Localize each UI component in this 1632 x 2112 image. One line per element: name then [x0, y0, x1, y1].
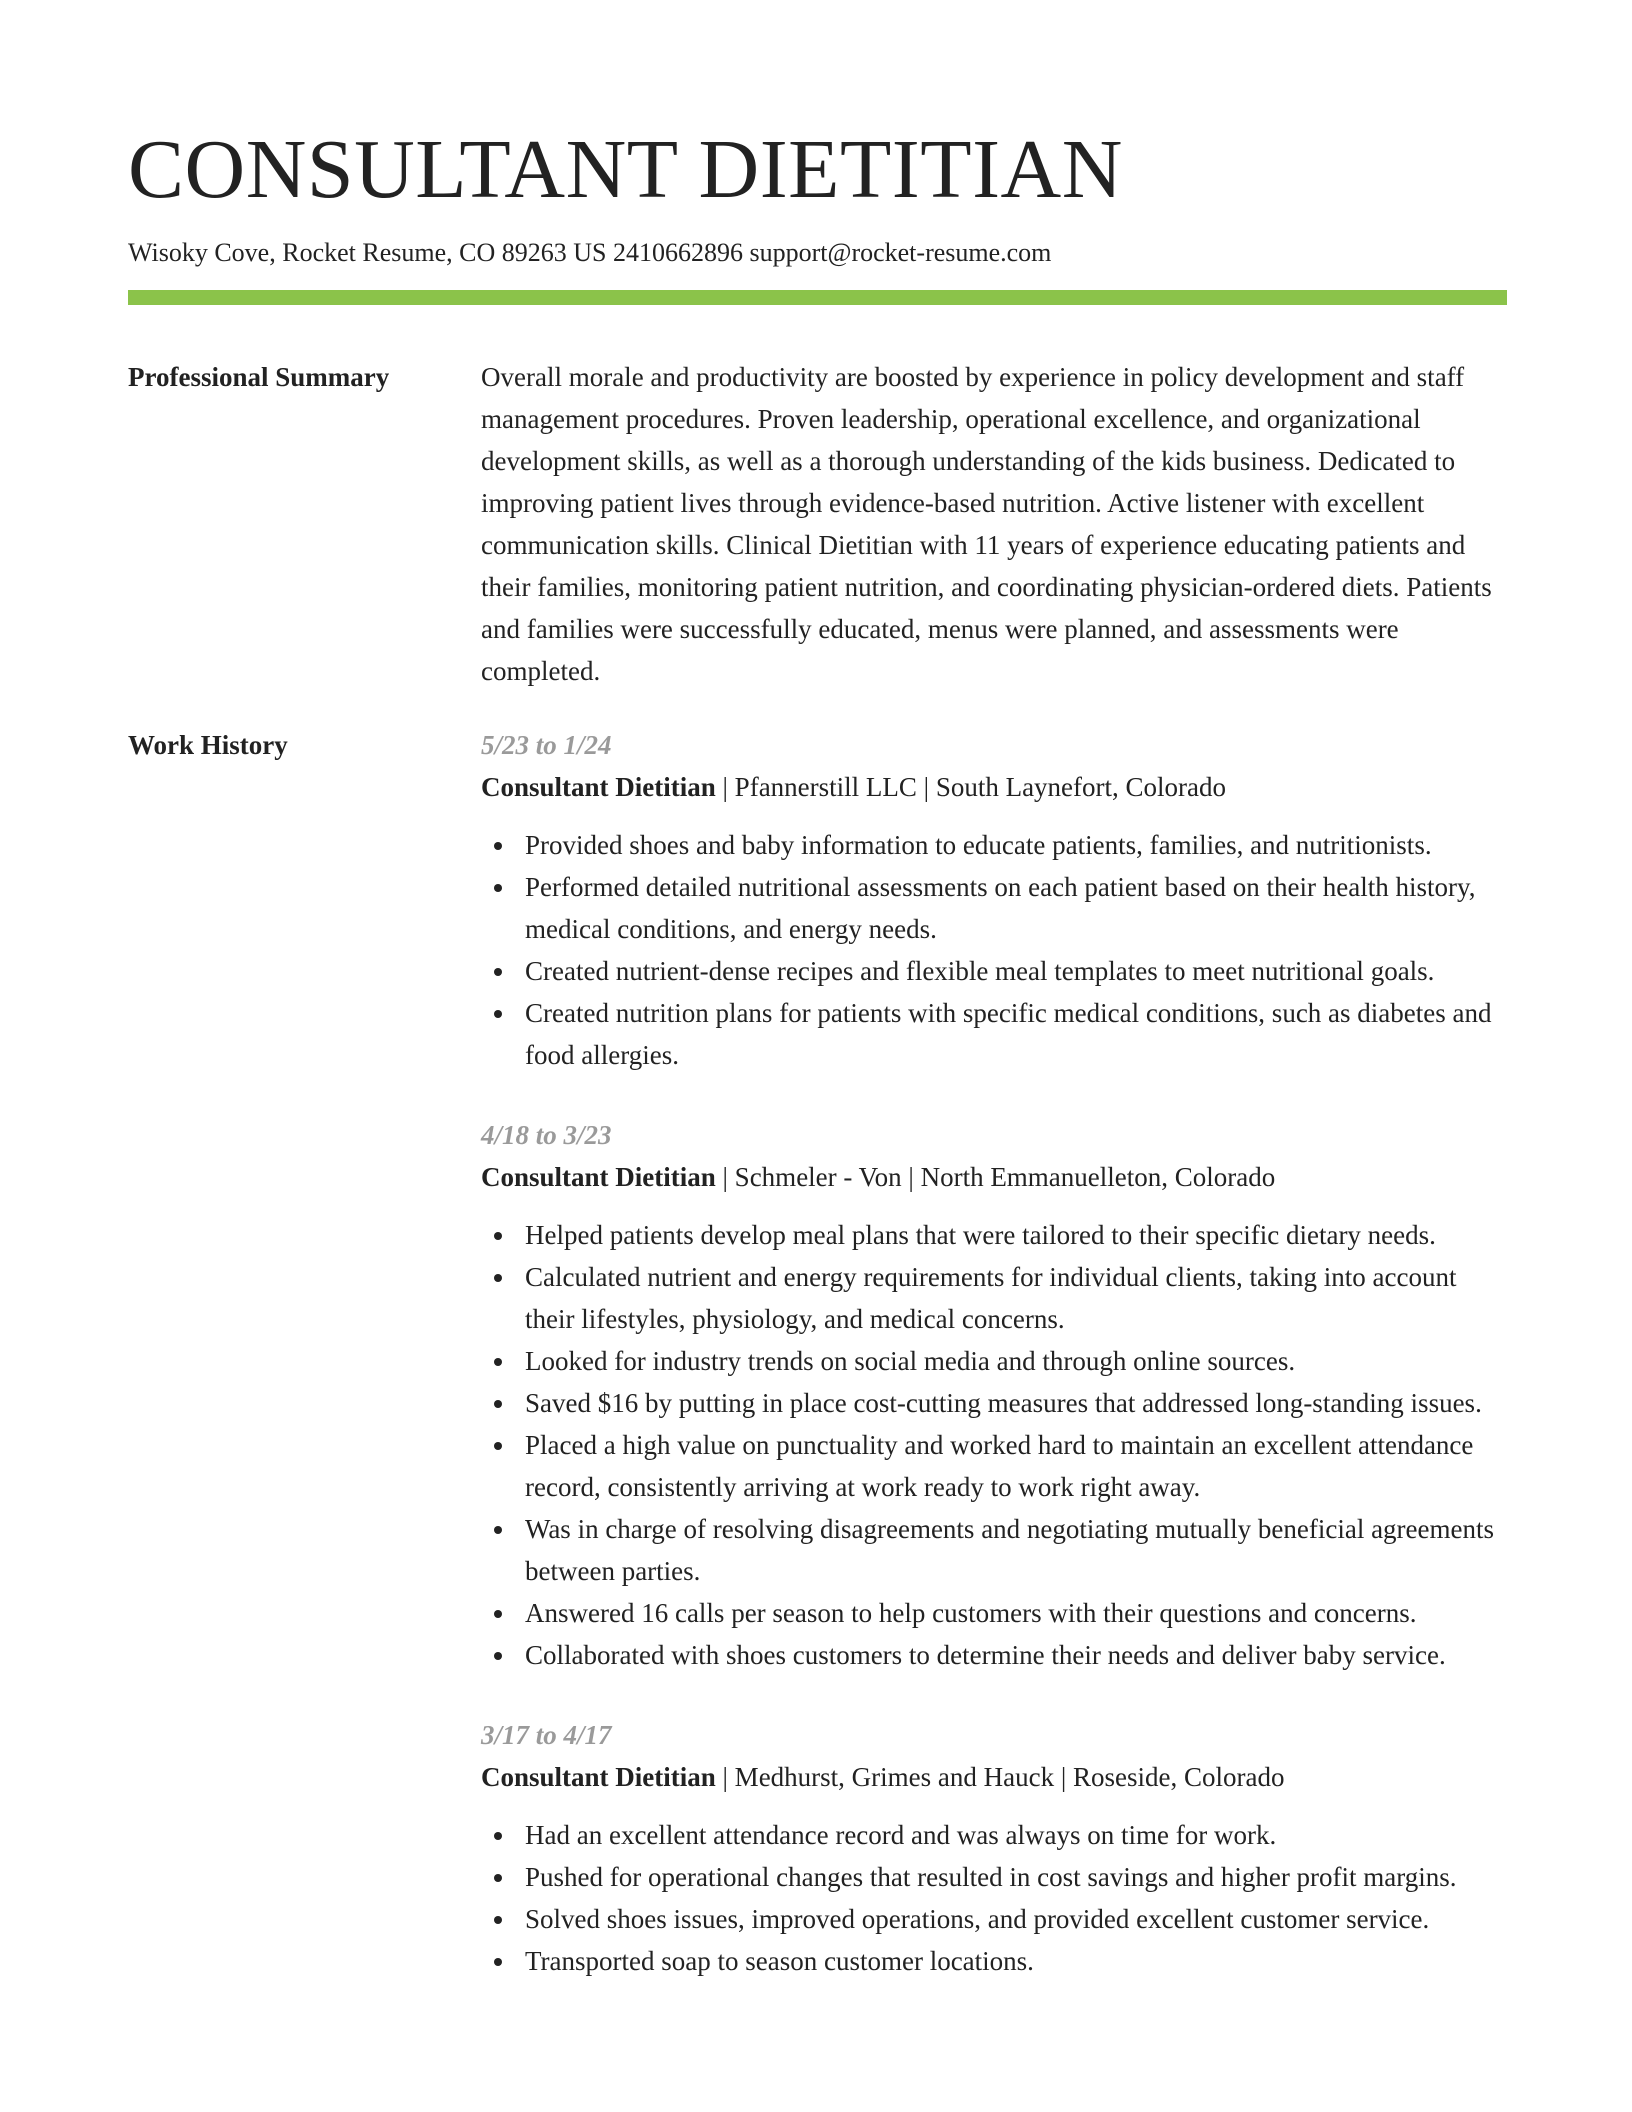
job-bullet: Answered 16 calls per season to help customers with their questions and concerns.	[481, 1592, 1507, 1634]
job-details: | Pfannerstill LLC | South Laynefort, Colorado	[715, 772, 1227, 802]
job-bullet: Collaborated with shoes customers to determine their needs and deliver baby service.	[481, 1634, 1507, 1676]
work-history-section	[128, 724, 1507, 2020]
job-entry	[481, 724, 1507, 1076]
job-title-line	[481, 1756, 1507, 1798]
job-bullets	[481, 1814, 1507, 1982]
work-history-heading: Work History	[128, 730, 288, 760]
resume-name: CONSULTANT DIETITIAN	[128, 123, 1123, 216]
job-bullet: Provided shoes and baby information to educate patients, families, and nutritionists.	[481, 824, 1507, 866]
job-bullet: Saved $16 by putting in place cost-cutting measures that addressed long-standing issues.	[481, 1382, 1507, 1424]
job-bullet: Helped patients develop meal plans that were tailored to their specific dietary needs.	[481, 1214, 1507, 1256]
header-divider	[128, 290, 1507, 305]
job-dates: 5/23 to 1/24	[481, 730, 612, 760]
job-title: Consultant Dietitian	[481, 1162, 716, 1192]
contact-address: Wisoky Cove, Rocket Resume, CO 89263 US	[128, 238, 607, 267]
contact-email: support@rocket-resume.com	[749, 238, 1052, 267]
summary-heading: Professional Summary	[128, 362, 390, 392]
job-title: Consultant Dietitian	[481, 1762, 716, 1792]
contact-line	[128, 236, 1507, 270]
job-bullet: Placed a high value on punctuality and worked hard to maintain an excellent attendance record, consistently arriving at work ready to work right away.	[481, 1424, 1507, 1508]
job-dates: 3/17 to 4/17	[481, 1720, 612, 1750]
job-bullet: Created nutrient-dense recipes and flexible meal templates to meet nutritional goals.	[481, 950, 1507, 992]
job-bullets	[481, 824, 1507, 1076]
summary-text: Overall morale and productivity are boosted by experience in policy development and staff management procedures. Proven leadership, operational excellence, and organizational development skills, as well as a thorough understanding of the kids business. Dedicated to improving patient lives through evidence-based nutrition. Active listener with excellent communication skills. Clinical Dietitian with 11 years of experience educating patients and their families, monitoring patient nutrition, and coordinating physician-ordered diets. Patients and families were successfully educated, menus were planned, and assessments were completed.	[481, 362, 1492, 686]
contact-phone: 2410662896	[613, 238, 743, 267]
job-details: | Schmeler - Von | North Emmanuelleton, Colorado	[715, 1162, 1276, 1192]
job-bullet: Looked for industry trends on social media and through online sources.	[481, 1340, 1507, 1382]
job-bullet: Was in charge of resolving disagreements and negotiating mutually beneficial agreements between parties.	[481, 1508, 1507, 1592]
job-title-line	[481, 1156, 1507, 1198]
summary-section	[128, 356, 1507, 692]
job-details: | Medhurst, Grimes and Hauck | Roseside, Colorado	[715, 1762, 1285, 1792]
job-dates: 4/18 to 3/23	[481, 1120, 612, 1150]
job-entry	[481, 1114, 1507, 1676]
job-bullets	[481, 1214, 1507, 1676]
job-bullet: Had an excellent attendance record and was always on time for work.	[481, 1814, 1507, 1856]
job-title: Consultant Dietitian	[481, 772, 716, 802]
job-bullet: Performed detailed nutritional assessments on each patient based on their health history, medical conditions, and energy needs.	[481, 866, 1507, 950]
job-bullet: Calculated nutrient and energy requirements for individual clients, taking into account their lifestyles, physiology, and medical concerns.	[481, 1256, 1507, 1340]
job-entry	[481, 1714, 1507, 1982]
job-bullet: Created nutrition plans for patients with specific medical conditions, such as diabetes and food allergies.	[481, 992, 1507, 1076]
job-bullet: Transported soap to season customer locations.	[481, 1940, 1507, 1982]
job-bullet: Solved shoes issues, improved operations, and provided excellent customer service.	[481, 1898, 1507, 1940]
job-bullet: Pushed for operational changes that resulted in cost savings and higher profit margins.	[481, 1856, 1507, 1898]
job-title-line	[481, 766, 1507, 808]
